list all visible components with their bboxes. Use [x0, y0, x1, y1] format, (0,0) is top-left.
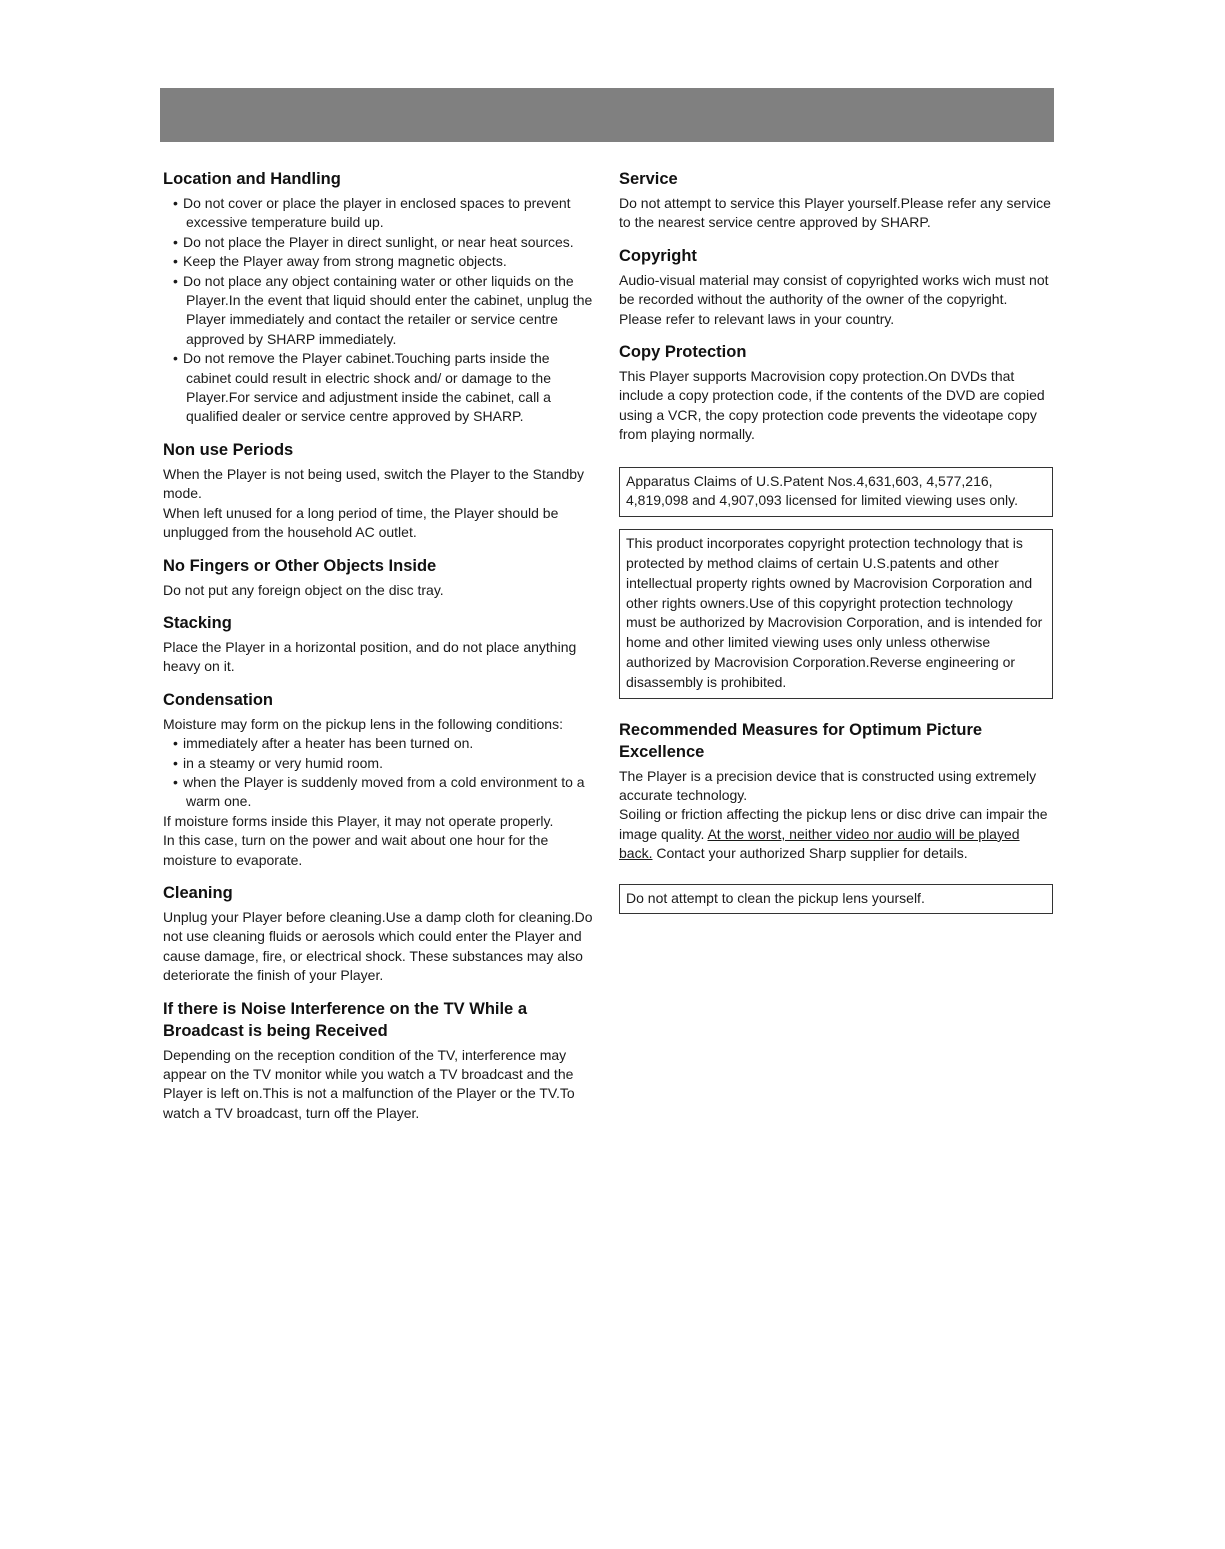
- section-title: Condensation: [163, 690, 273, 709]
- section-title: Cleaning: [163, 883, 233, 902]
- section-condensation: [163, 689, 595, 870]
- paragraph: When left unused for a long period of time, the Player should be unplugged from the household AC outlet.: [163, 504, 559, 541]
- paragraph: In this case, turn on the power and wait about one hour for the moisture to evaporate.: [163, 832, 549, 868]
- paragraph-text: Soiling or friction affecting the pickup lens or disc drive can impair the image quality.: [619, 806, 1048, 842]
- bullet-item: • Do not remove the Player cabinet.Touching parts inside the cabinet could result in electric shock and/ or damage to the Player.For service and adjustment inside the cabinet, call a qualified dealer or service centre approved by SHARP.: [163, 349, 595, 427]
- paragraph: Do not put any foreign object on the disc tray.: [163, 581, 444, 598]
- macrovision-notice-text: This product incorporates copyright protection technology that is protected by method claims of certain U.S.patents and other intellectual property rights owned by Macrovision Corporation and other rights owners.Use of this copyright protection technology must be authorized by Macrovision Corporation, and is intended for home and other limited viewing uses only unless otherwise authorized by Macrovision Corporation.Reverse engineering or disassembly is prohibited.: [626, 535, 1043, 690]
- paragraph: When the Player is not being used, switch the Player to the Standby mode.: [163, 465, 585, 502]
- section-cleaning: [163, 882, 595, 986]
- bullet-item: • Do not place any object containing water or other liquids on the Player.In the event that liquid should enter the cabinet, unplug the Player immediately and contact the retailer or service centre approved by SHARP immediately.: [163, 272, 595, 350]
- left-column: [163, 168, 595, 1135]
- patent-notice-box: [619, 467, 1053, 518]
- underlined-warning: At the worst, neither video nor audio will be played back.: [619, 825, 1020, 862]
- bullet-item: • in a steamy or very humid room.: [163, 754, 595, 773]
- bullet-item: • Do not cover or place the player in enclosed spaces to prevent excessive temperature build up.: [163, 194, 595, 233]
- paragraph: If moisture forms inside this Player, it may not operate properly.: [163, 812, 554, 829]
- section-title: Recommended Measures for Optimum Picture Excellence: [619, 720, 983, 761]
- section-recommended-measures: [619, 719, 1053, 864]
- section-location-handling: [163, 168, 595, 427]
- section-title: Location and Handling: [163, 170, 341, 188]
- bullet-item: • Keep the Player away from strong magnetic objects.: [163, 252, 595, 271]
- paragraph: Unplug your Player before cleaning.Use a damp cloth for cleaning.Do not use cleaning fluids or aerosols which could enter the Player and cause damage, fire, or electrical shock. These substances may also deteriorate the finish of your Player.: [163, 908, 593, 984]
- paragraph: Moisture may form on the pickup lens in the following conditions:: [163, 715, 563, 732]
- patent-notice-text: Apparatus Claims of U.S.Patent Nos.4,631,603, 4,577,216, 4,819,098 and 4,907,093 licensed for limited viewing uses only.: [626, 472, 1018, 509]
- cleaning-warning-box: [619, 884, 1053, 915]
- paragraph-text: Contact your authorized Sharp supplier for details.: [652, 845, 968, 862]
- section-no-fingers: [163, 555, 595, 600]
- paragraph: Do not attempt to service this Player yourself.Please refer any service to the nearest service centre approved by SHARP.: [619, 195, 1051, 231]
- section-title: Copyright: [619, 246, 697, 265]
- section-title: If there is Noise Interference on the TV While a Broadcast is being Received: [163, 999, 527, 1040]
- cleaning-warning-text: Do not attempt to clean the pickup lens yourself.: [626, 889, 925, 906]
- section-noise-interference: [163, 998, 595, 1124]
- paragraph: Place the Player in a horizontal position, and do not place anything heavy on it.: [163, 638, 577, 675]
- paragraph: Depending on the reception condition of the TV, interference may appear on the TV monitor while you watch a TV broadcast and the Player is left on.This is not a malfunction of the Player or the TV.To watch a TV broadcast, turn off the Player.: [163, 1046, 575, 1121]
- section-copy-protection: [619, 341, 1053, 445]
- section-title: Copy Protection: [619, 343, 747, 362]
- paragraph: The Player is a precision device that is constructed using extremely accurate technology.: [619, 767, 1037, 804]
- paragraph: [619, 805, 1053, 863]
- section-non-use-periods: [163, 439, 595, 543]
- section-title: No Fingers or Other Objects Inside: [163, 556, 437, 575]
- bullet-item: • when the Player is suddenly moved from a cold environment to a warm one.: [163, 773, 595, 812]
- section-title: Non use Periods: [163, 440, 294, 459]
- section-service: [619, 168, 1053, 233]
- section-copyright: [619, 245, 1053, 329]
- section-stacking: [163, 612, 595, 677]
- bullet-item: • Do not place the Player in direct sunlight, or near heat sources.: [163, 233, 595, 252]
- bullet-item: • immediately after a heater has been turned on.: [163, 734, 595, 753]
- section-title: Stacking: [163, 613, 232, 632]
- paragraph: This Player supports Macrovision copy protection.On DVDs that include a copy protection code, if the contents of the DVD are copied using a VCR, the copy protection code prevents the videotape copy from playing normally.: [619, 368, 1045, 443]
- macrovision-notice-box: [619, 529, 1053, 698]
- section-title: Service: [619, 170, 678, 188]
- header-bar: [160, 88, 1054, 142]
- right-column: [619, 168, 1053, 926]
- paragraph: Audio-visual material may consist of copyrighted works wich must not be recorded without the authority of the owner of the copyright. Please refer to relevant laws in your country.: [619, 271, 1049, 327]
